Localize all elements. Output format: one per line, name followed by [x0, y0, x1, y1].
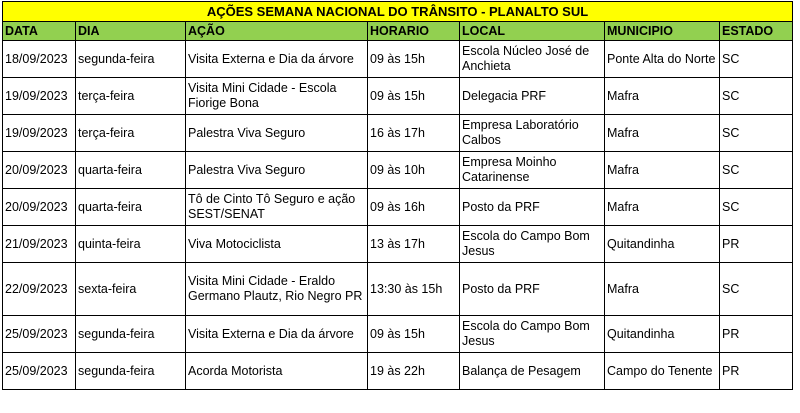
header-horario: HORARIO: [368, 22, 460, 41]
cell-municipio: Mafra: [605, 78, 720, 115]
table-row: [3, 353, 793, 390]
title-row: [3, 2, 793, 22]
cell-acao: Viva Motociclista: [186, 226, 368, 263]
cell-municipio: Quitandinha: [605, 316, 720, 353]
cell-acao: Acorda Motorista: [186, 353, 368, 390]
cell-data: 20/09/2023: [3, 189, 76, 226]
table-row: [3, 152, 793, 189]
cell-dia: segunda-feira: [76, 41, 186, 78]
cell-dia: segunda-feira: [76, 353, 186, 390]
table-row: [3, 115, 793, 152]
cell-acao: Palestra Viva Seguro: [186, 152, 368, 189]
cell-municipio: Ponte Alta do Norte: [605, 41, 720, 78]
table-row: [3, 189, 793, 226]
cell-horario: 09 às 15h: [368, 41, 460, 78]
cell-estado: PR: [720, 316, 793, 353]
cell-horario: 09 às 15h: [368, 316, 460, 353]
cell-local: Empresa Moinho Catarinense: [460, 152, 605, 189]
cell-acao: Visita Mini Cidade - Eraldo Germano Plautz, Rio Negro PR: [186, 263, 368, 316]
header-acao: AÇÃO: [186, 22, 368, 41]
header-data: DATA: [3, 22, 76, 41]
cell-local: Escola Núcleo José de Anchieta: [460, 41, 605, 78]
table-row: [3, 226, 793, 263]
header-estado: ESTADO: [720, 22, 793, 41]
cell-estado: SC: [720, 115, 793, 152]
table-row: [3, 316, 793, 353]
cell-local: Delegacia PRF: [460, 78, 605, 115]
cell-local: Posto da PRF: [460, 189, 605, 226]
cell-horario: 09 às 16h: [368, 189, 460, 226]
cell-dia: sexta-feira: [76, 263, 186, 316]
cell-data: 19/09/2023: [3, 115, 76, 152]
cell-horario: 16 às 17h: [368, 115, 460, 152]
cell-data: 25/09/2023: [3, 316, 76, 353]
cell-acao: Palestra Viva Seguro: [186, 115, 368, 152]
cell-estado: SC: [720, 78, 793, 115]
table-title: AÇÕES SEMANA NACIONAL DO TRÂNSITO - PLANALTO SUL: [3, 2, 793, 22]
cell-data: 21/09/2023: [3, 226, 76, 263]
cell-local: Escola do Campo Bom Jesus: [460, 226, 605, 263]
cell-horario: 09 às 15h: [368, 78, 460, 115]
cell-dia: quarta-feira: [76, 152, 186, 189]
cell-municipio: Mafra: [605, 263, 720, 316]
cell-estado: PR: [720, 226, 793, 263]
cell-municipio: Mafra: [605, 152, 720, 189]
table-row: [3, 41, 793, 78]
cell-horario: 13:30 às 15h: [368, 263, 460, 316]
cell-dia: segunda-feira: [76, 316, 186, 353]
cell-data: 22/09/2023: [3, 263, 76, 316]
cell-data: 25/09/2023: [3, 353, 76, 390]
cell-estado: PR: [720, 353, 793, 390]
cell-local: Escola do Campo Bom Jesus: [460, 316, 605, 353]
cell-municipio: Mafra: [605, 115, 720, 152]
header-dia: DIA: [76, 22, 186, 41]
cell-estado: SC: [720, 41, 793, 78]
cell-municipio: Campo do Tenente: [605, 353, 720, 390]
cell-dia: terça-feira: [76, 78, 186, 115]
cell-local: Balança de Pesagem: [460, 353, 605, 390]
cell-data: 20/09/2023: [3, 152, 76, 189]
cell-local: Empresa Laboratório Calbos: [460, 115, 605, 152]
table-row: [3, 78, 793, 115]
header-municipio: MUNICIPIO: [605, 22, 720, 41]
cell-acao: Tô de Cinto Tô Seguro e ação SEST/SENAT: [186, 189, 368, 226]
cell-data: 18/09/2023: [3, 41, 76, 78]
schedule-table: [2, 1, 793, 390]
cell-acao: Visita Externa e Dia da árvore: [186, 316, 368, 353]
cell-local: Posto da PRF: [460, 263, 605, 316]
cell-estado: SC: [720, 263, 793, 316]
cell-horario: 13 às 17h: [368, 226, 460, 263]
header-row: [3, 22, 793, 41]
cell-estado: SC: [720, 189, 793, 226]
cell-horario: 19 às 22h: [368, 353, 460, 390]
cell-acao: Visita Externa e Dia da árvore: [186, 41, 368, 78]
cell-municipio: Quitandinha: [605, 226, 720, 263]
cell-horario: 09 às 10h: [368, 152, 460, 189]
cell-dia: quarta-feira: [76, 189, 186, 226]
table-row: [3, 263, 793, 316]
cell-dia: quinta-feira: [76, 226, 186, 263]
cell-acao: Visita Mini Cidade - Escola Fiorige Bona: [186, 78, 368, 115]
cell-municipio: Mafra: [605, 189, 720, 226]
cell-dia: terça-feira: [76, 115, 186, 152]
header-local: LOCAL: [460, 22, 605, 41]
cell-estado: SC: [720, 152, 793, 189]
cell-data: 19/09/2023: [3, 78, 76, 115]
